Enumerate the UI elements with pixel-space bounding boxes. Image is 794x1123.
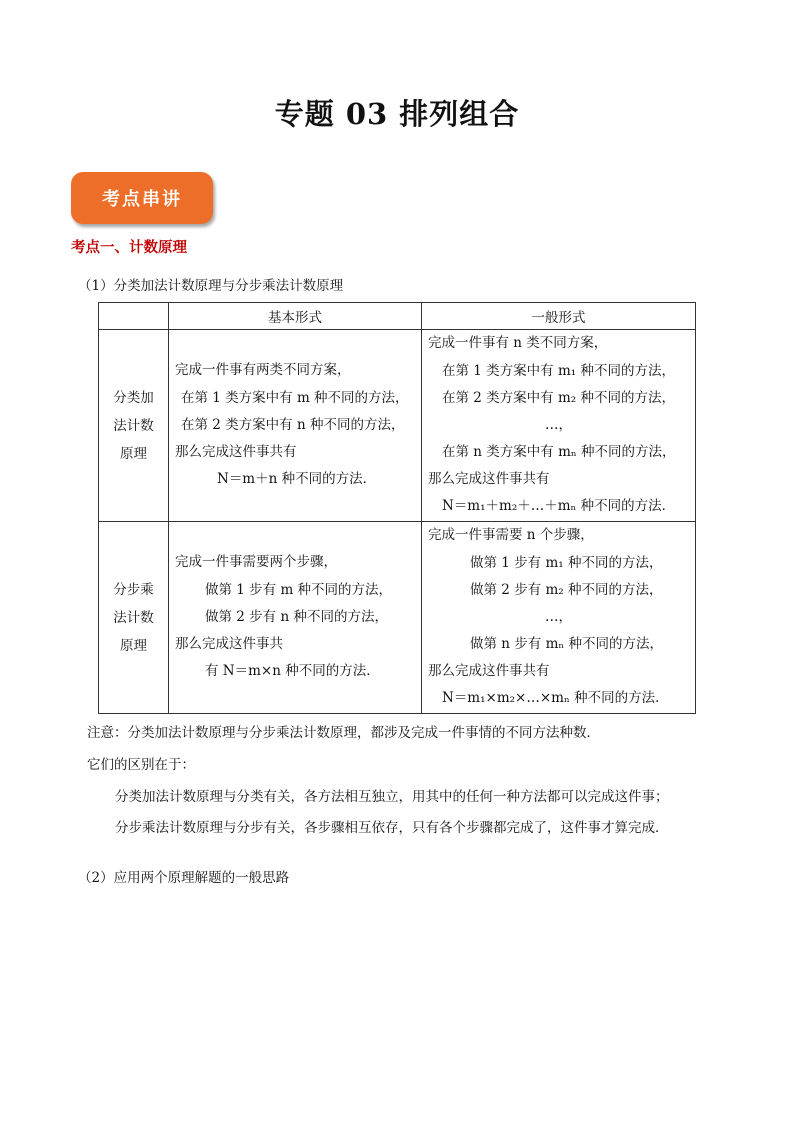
difference-item: 分类加法计数原理与分类有关，各方法相互独立，用其中的任何一种方法都可以完成这件事；: [115, 789, 669, 805]
row-label-line: 原理: [120, 637, 147, 654]
part2-heading: （2）应用两个原理解题的一般思路: [78, 870, 290, 886]
cell-line: 完成一件事需要 n 个步骤，: [428, 527, 594, 544]
cell-line: 完成一件事有 n 类不同方案，: [428, 335, 608, 352]
difference-item: 分步乘法计数原理与分步有关，各步骤相互依存，只有各个步骤都完成了，这件事才算完成．: [115, 820, 669, 836]
note-paragraph: 注意：分类加法计数原理与分步乘法计数原理，都涉及完成一件事情的不同方法种数．: [87, 725, 600, 741]
cell-line: 在第 n 类方案中有 mₙ 种不同的方法，: [442, 444, 676, 461]
cell-line: …，: [545, 608, 572, 625]
row-label-line: 法计数: [113, 609, 154, 626]
cell-line: 那么完成这件事共有: [428, 471, 550, 488]
row-label: [99, 522, 169, 714]
cell-line: N＝m＋n 种不同的方法．: [217, 471, 377, 488]
counting-principles-table: [98, 302, 696, 714]
cell-line: 在第 1 类方案中有 m 种不同的方法，: [181, 389, 409, 406]
cell-line: 做第 2 步有 n 种不同的方法，: [205, 608, 388, 625]
cell-line: 完成一件事有两类不同方案，: [175, 362, 351, 379]
general-form-cell: [422, 330, 696, 522]
basic-form-cell: [169, 330, 422, 522]
section-badge: 考点串讲: [71, 172, 213, 224]
row-label-line: 分类加: [113, 389, 154, 406]
table-row: [99, 522, 696, 714]
table-header-cell: [99, 303, 169, 330]
table-header-cell: 一般形式: [422, 303, 696, 330]
difference-intro: 它们的区别在于：: [87, 757, 195, 773]
cell-line: …，: [545, 416, 572, 433]
cell-line: 那么完成这件事共: [175, 636, 283, 653]
part1-heading: （1）分类加法计数原理与分步乘法计数原理: [78, 278, 344, 294]
cell-line: 在第 1 类方案中有 m₁ 种不同的方法，: [442, 362, 675, 379]
cell-line: 做第 n 步有 mₙ 种不同的方法，: [470, 636, 664, 653]
row-label-line: 法计数: [113, 417, 154, 434]
cell-line: 在第 2 类方案中有 m₂ 种不同的方法，: [442, 389, 675, 406]
cell-line: 那么完成这件事共有: [428, 663, 550, 680]
section-heading: 考点一、计数原理: [71, 240, 187, 256]
cell-line: 有 N＝m×n 种不同的方法．: [205, 663, 380, 680]
general-form-cell: [422, 522, 696, 714]
table-header-row: [99, 303, 696, 330]
cell-line: N＝m₁×m₂×…×mₙ 种不同的方法．: [442, 690, 669, 707]
row-label-line: 原理: [120, 445, 147, 462]
basic-form-cell: [169, 522, 422, 714]
row-label-line: 分步乘: [113, 581, 154, 598]
cell-line: 做第 2 步有 m₂ 种不同的方法，: [470, 581, 663, 598]
table-row: [99, 330, 696, 522]
cell-line: N＝m₁＋m₂＋…＋mₙ 种不同的方法．: [442, 498, 676, 515]
cell-line: 那么完成这件事共有: [175, 444, 297, 461]
cell-line: 做第 1 步有 m₁ 种不同的方法，: [470, 554, 663, 571]
page-title: 专题 03 排列组合: [274, 97, 520, 131]
cell-line: 在第 2 类方案中有 n 种不同的方法，: [181, 416, 405, 433]
table-header-cell: 基本形式: [169, 303, 422, 330]
cell-line: 完成一件事需要两个步骤，: [175, 554, 337, 571]
row-label: [99, 330, 169, 522]
cell-line: 做第 1 步有 m 种不同的方法，: [205, 581, 393, 598]
